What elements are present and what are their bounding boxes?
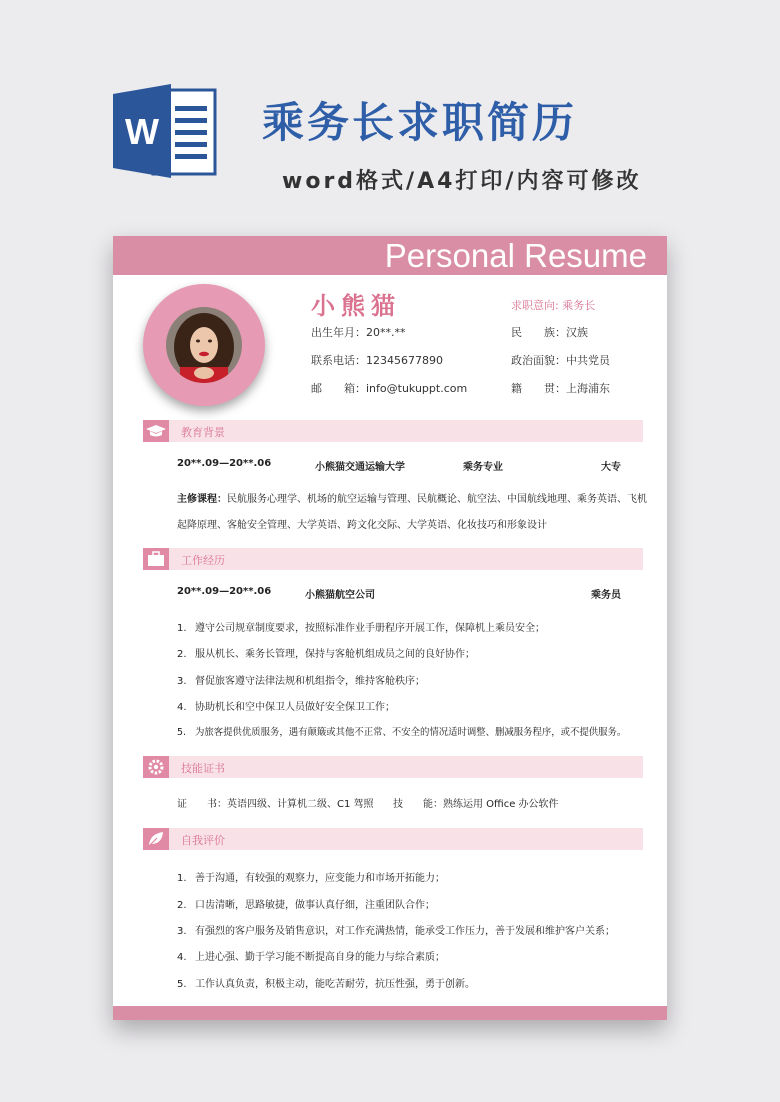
self-eval-item <box>177 869 445 884</box>
work-item-num: 5. <box>177 727 186 738</box>
info-phone-label: 联系电话： <box>311 354 366 367</box>
self-eval-item-num: 1. <box>177 873 187 884</box>
self-eval-item-text: 有强烈的客户服务及销售意识，对工作充满热情，能承受工作压力，善于发展和维护客户关系； <box>195 926 615 937</box>
skills-skill-value: 熟练运用 Office 办公软件 <box>443 799 559 810</box>
work-item-num: 3. <box>177 676 187 687</box>
info-email-value: info@tukuppt.com <box>366 382 468 395</box>
job-intent <box>511 297 595 313</box>
info-ethnic <box>511 324 588 340</box>
skills-cert-value: 英语四级、计算机二级、C1 驾照 <box>227 799 374 810</box>
work-position: 乘务员 <box>591 590 621 601</box>
work-item-num: 1. <box>177 623 187 634</box>
page-subtitle: word格式/A4打印/内容可修改 <box>282 169 642 194</box>
self-eval-item-num: 3. <box>177 926 187 937</box>
info-email <box>311 380 467 396</box>
work-item <box>177 619 545 634</box>
self-eval-item <box>177 948 445 963</box>
work-item-num: 4. <box>177 702 187 713</box>
info-birth-label: 出生年月： <box>311 326 366 339</box>
education-major: 乘务专业 <box>463 462 503 473</box>
avatar <box>166 307 242 383</box>
skills-title: 技能证书 <box>181 762 225 775</box>
self-eval-item-text: 善于沟通，有较强的观察力，应变能力和市场开拓能力； <box>195 873 445 884</box>
self-eval-header <box>143 828 643 850</box>
self-eval-item-num: 5. <box>177 979 187 990</box>
work-item-text: 服从机长、乘务长管理，保持与客舱机组成员之间的良好协作； <box>195 649 475 660</box>
self-eval-item-num: 4. <box>177 952 187 963</box>
leaf-icon <box>143 828 169 850</box>
word-icon-letter: W <box>125 111 159 152</box>
skills-cert <box>177 795 374 810</box>
skills-header <box>143 756 643 778</box>
gear-icon <box>143 756 169 778</box>
graduation-cap-icon <box>143 420 169 442</box>
work-item <box>177 724 626 738</box>
education-school: 小熊猫交通运输大学 <box>315 462 405 473</box>
self-eval-title: 自我评价 <box>181 834 225 847</box>
info-political-value: 中共党员 <box>566 354 610 367</box>
self-eval-item-num: 2. <box>177 900 187 911</box>
candidate-name: 小熊猫 <box>311 292 401 320</box>
skills-skill-label: 技 能： <box>393 799 443 810</box>
education-period: 20**.09—20**.06 <box>177 458 272 469</box>
work-item-num: 2. <box>177 649 187 660</box>
avatar-frame <box>143 284 265 406</box>
self-eval-item-text: 上进心强、勤于学习能不断提高自身的能力与综合素质； <box>195 952 445 963</box>
work-item <box>177 672 425 687</box>
resume-banner <box>113 236 667 275</box>
education-degree: 大专 <box>601 462 621 473</box>
work-period: 20**.09—20**.06 <box>177 586 272 597</box>
work-company: 小熊猫航空公司 <box>305 590 375 601</box>
education-header <box>143 420 643 442</box>
info-origin <box>511 380 610 396</box>
info-political <box>511 352 610 368</box>
education-courses-text1: 民航服务心理学、机场的航空运输与管理、民航概论、航空法、中国航线地理、乘务英语、飞机 <box>227 494 647 505</box>
work-title: 工作经历 <box>181 554 225 567</box>
work-item-text: 协助机长和空中保卫人员做好安全保卫工作； <box>195 702 395 713</box>
info-birth-value: 20**.** <box>366 326 406 339</box>
work-item-text: 遵守公司规章制度要求，按照标准作业手册程序开展工作，保障机上乘员安全； <box>195 623 545 634</box>
education-courses-line2: 起降原理、客舱安全管理、大学英语、跨文化交际、大学英语、化妆技巧和形象设计 <box>177 520 547 531</box>
briefcase-icon <box>143 548 169 570</box>
work-item <box>177 645 475 660</box>
self-eval-item-text: 口齿清晰，思路敏捷，做事认真仔细，注重团队合作； <box>195 900 435 911</box>
work-item-text: 为旅客提供优质服务，遇有颠簸或其他不正常、不安全的情况适时调整、删减服务程序，或不提供服务。 <box>195 727 627 738</box>
job-intent-value: 乘务长 <box>562 299 596 312</box>
education-courses-label: 主修课程： <box>177 494 227 505</box>
page-title: 乘务长求职简历 <box>262 98 578 147</box>
education-courses-line1 <box>177 490 647 505</box>
self-eval-item-text: 工作认真负责，积极主动，能吃苦耐劳，抗压性强，勇于创新。 <box>195 979 475 990</box>
resume-banner-text: Personal Resume <box>384 237 647 274</box>
work-item <box>177 698 395 713</box>
skills-cert-label: 证 书： <box>177 799 227 810</box>
job-intent-label: 求职意向: <box>511 299 559 312</box>
self-eval-item <box>177 896 435 911</box>
info-ethnic-value: 汉族 <box>566 326 588 339</box>
work-item-text: 督促旅客遵守法律法规和机组指令，维持客舱秩序； <box>195 676 425 687</box>
info-email-label: 邮 箱： <box>311 382 366 395</box>
work-header <box>143 548 643 570</box>
self-eval-item <box>177 922 615 937</box>
info-birth <box>311 324 406 340</box>
info-phone-value: 12345677890 <box>366 354 443 367</box>
info-political-label: 政治面貌： <box>511 354 566 367</box>
word-document-icon <box>113 82 221 180</box>
skills-skill <box>393 795 559 810</box>
info-origin-label: 籍 贯： <box>511 382 566 395</box>
info-origin-value: 上海浦东 <box>566 382 610 395</box>
education-title: 教育背景 <box>181 426 225 439</box>
resume-page <box>113 236 667 1020</box>
resume-footer-band <box>113 1006 667 1020</box>
info-phone <box>311 352 443 368</box>
self-eval-item <box>177 975 475 990</box>
info-ethnic-label: 民 族： <box>511 326 566 339</box>
